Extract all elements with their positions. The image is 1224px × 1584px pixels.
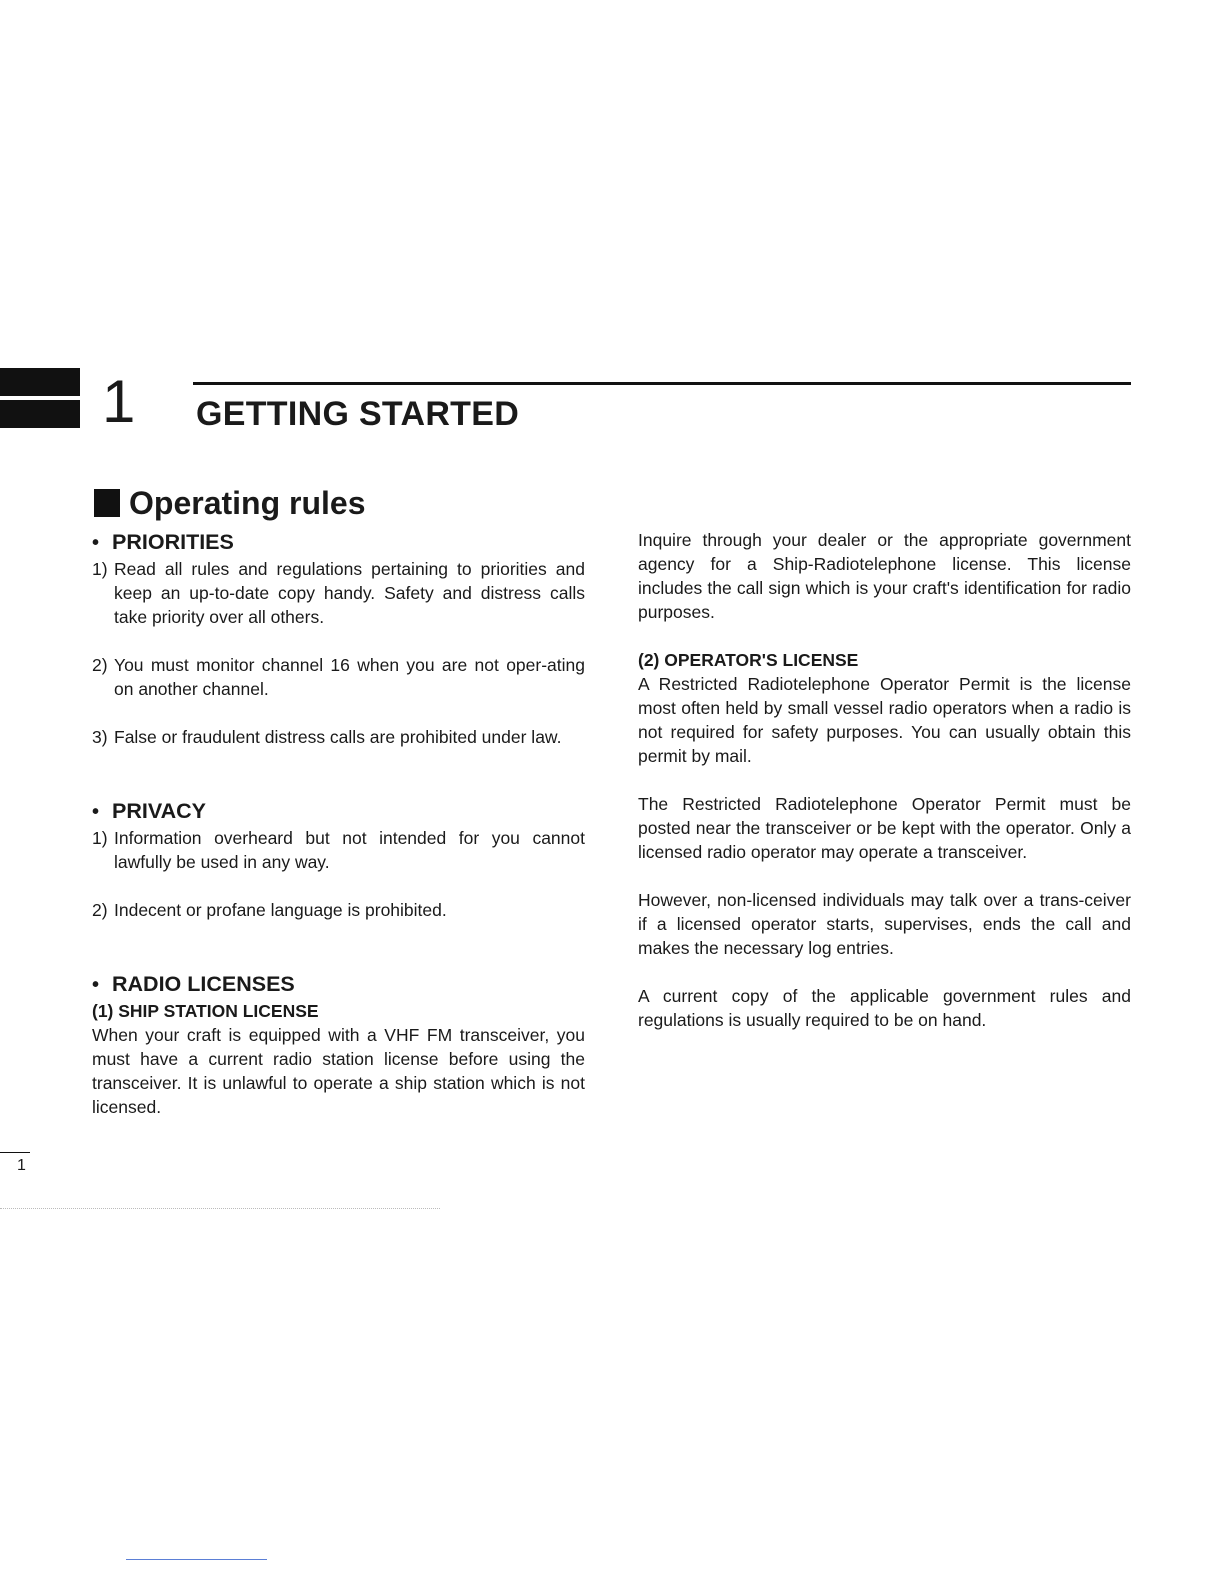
section-heading [94,484,366,522]
privacy-list [92,826,585,922]
list-item: 3) False or fraudulent distress calls are prohibited under law. [92,727,562,747]
priorities-heading: • PRIORITIES [92,528,585,557]
radio-licenses-heading: • RADIO LICENSES [92,970,585,999]
list-item: 1) Read all rules and regulations pertaining to priorities and keep an up-to-date copy handy. Safety and distress calls take priority over all others. [92,559,585,627]
operators-license-heading: (2) OPERATOR'S LICENSE [638,650,859,670]
scan-artifact-line [0,1208,440,1209]
scan-artifact-line [126,1559,267,1560]
operator-paragraph: A Restricted Radiotelephone Operator Permit is the license most often held by small vessel radio operators when a radio is not required for safety purposes. You can usually obtain this permit by mail. [638,674,1131,766]
bullet-icon: • [92,974,100,996]
operator-paragraph: The Restricted Radiotelephone Operator Permit must be posted near the transceiver or be kept with the operator. Only a licensed radio operator may operate a transceiver. [638,794,1131,862]
left-column [92,528,585,1119]
list-item: 2) Indecent or profane language is prohibited. [92,900,447,920]
square-bullet-icon [94,489,120,517]
ship-station-license-text: When your craft is equipped with a VHF FM transceiver, you must have a current radio station license before using the transceiver. It is unlawful to operate a ship station which is not licensed. [92,1025,585,1117]
list-item: 2) You must monitor channel 16 when you are not oper-ating on another channel. [92,655,585,699]
chapter-title: GETTING STARTED [196,395,520,433]
page-number: 1 [17,1157,26,1174]
chapter-tab-marker [0,368,80,396]
chapter-rule [193,382,1131,385]
ship-station-license-heading: (1) SHIP STATION LICENSE [92,1001,319,1021]
bullet-icon: • [92,532,100,554]
chapter-number: 1 [102,368,136,435]
bullet-icon: • [92,801,100,823]
operator-paragraph: However, non-licensed individuals may talk over a trans-ceiver if a licensed operator starts, supervises, ends the call and makes the necessary log entries. [638,890,1131,958]
inquire-text: Inquire through your dealer or the appropriate government agency for a Ship-Radiotelephone license. This license includes the call sign which is your craft's identification for radio purposes. [638,530,1131,622]
chapter-tab-marker [0,400,80,428]
operator-paragraph: A current copy of the applicable government rules and regulations is usually required to be on hand. [638,986,1131,1030]
list-item: 1) Information overheard but not intended for you cannot lawfully be used in any way. [92,828,585,872]
section-title: Operating rules [129,485,366,521]
page-number-rule [0,1152,30,1153]
right-column [638,528,1131,1032]
priorities-list [92,557,585,749]
privacy-heading: • PRIVACY [92,797,585,826]
